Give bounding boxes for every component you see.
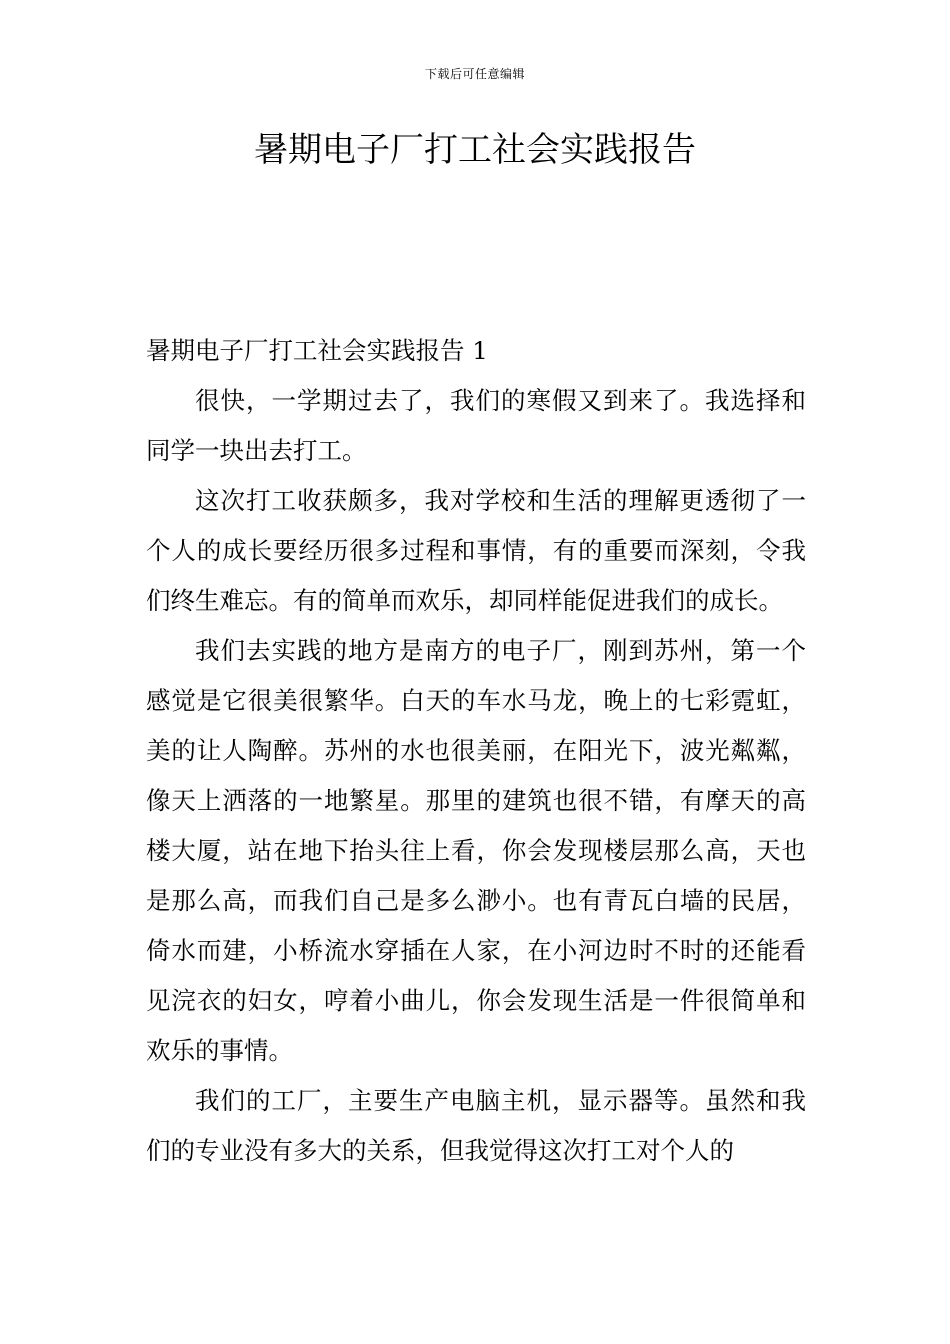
header-note: 下载后可任意编辑 [424,67,525,81]
paragraph-3: 我们去实践的地方是南方的电子厂，刚到苏州，第一个感觉是它很美很繁华。白天的车水马龙，晚上的七彩霓虹，美的让人陶醉。苏州的水也很美丽，在阳光下，波光粼粼，像天上洒落的一地繁星。那里的建筑也很不错，有摩天的高楼大厦，站在地下抬头往上看，你会发现楼层那么高，天也是那么高，而我们自己是多么渺小。也有青瓦白墙的民居，倚水而建，小桥流水穿插在人家，在小河边时不时的还能看见浣衣的妇女，哼着小曲儿，你会发现生活是一件很简单和欢乐的事情。 [146,636,806,1065]
document-body [146,326,806,1176]
section-heading: 暑期电子厂打工社会实践报告 1 [146,336,488,365]
paragraph-1: 很快，一学期过去了，我们的寒假又到来了。我选择和同学一块出去打工。 [146,386,806,465]
document-title: 暑期电子厂打工社会实践报告 [254,130,696,170]
paragraph-2: 这次打工收获颇多，我对学校和生活的理解更透彻了一个人的成长要经历很多过程和事情，有的重要而深刻，令我们终生难忘。有的简单而欢乐，却同样能促进我们的成长。 [146,486,806,615]
paragraph-4: 我们的工厂，主要生产电脑主机，显示器等。虽然和我们的专业没有多大的关系，但我觉得这次打工对个人的 [146,1086,806,1165]
